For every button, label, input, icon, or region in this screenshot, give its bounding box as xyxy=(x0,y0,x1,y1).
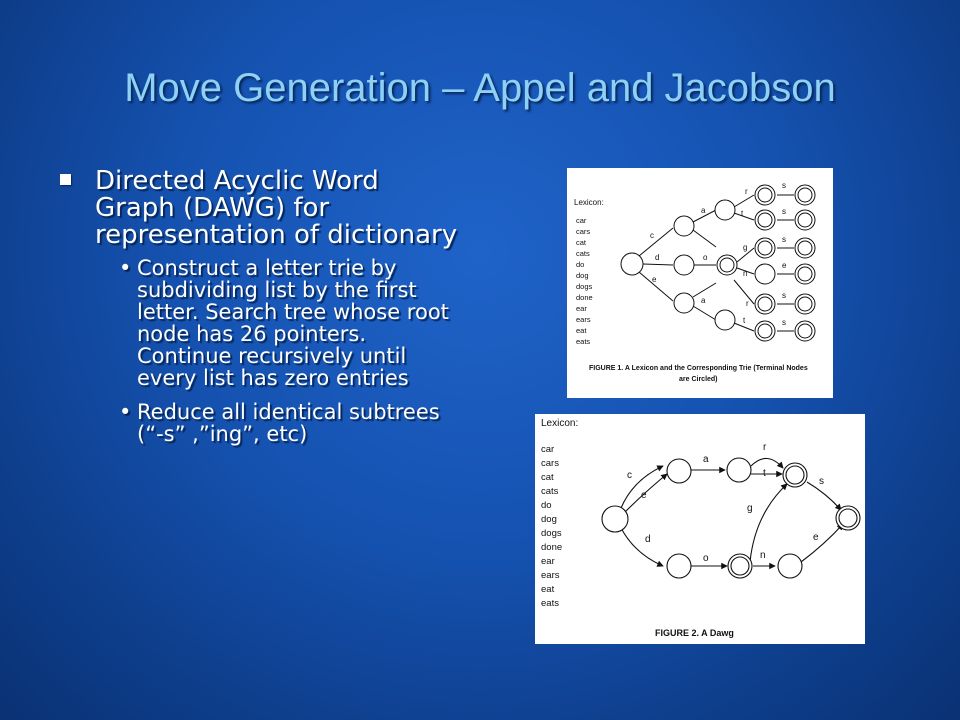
edge-label: r xyxy=(746,299,749,308)
lexicon-word: done xyxy=(576,293,593,302)
trie-terminal-ring xyxy=(798,213,812,227)
edge-label: e xyxy=(652,275,657,284)
bullet-list xyxy=(58,168,458,445)
lexicon-word: done xyxy=(541,542,563,553)
lexicon-word: car xyxy=(541,444,555,455)
square-bullet-icon xyxy=(60,174,71,185)
trie-terminal-ring xyxy=(758,297,772,311)
trie-terminal-ring xyxy=(758,188,772,202)
lexicon-word: ears xyxy=(576,315,591,324)
trie-root-node xyxy=(621,253,643,275)
edge-label: t xyxy=(763,468,766,479)
dawg-node xyxy=(667,459,691,483)
bullet-dawg xyxy=(58,168,458,249)
lexicon-word: eats xyxy=(576,337,591,346)
sub-bullet-reduce-text: Reduce all identical subtrees (“-s” ,”ing”, etc) xyxy=(137,400,440,446)
figure1-caption-line2: are Circled) xyxy=(679,376,718,383)
lexicon-word: eat xyxy=(541,584,555,595)
lexicon-word: dogs xyxy=(541,528,562,539)
lexicon-word: cats xyxy=(541,486,559,497)
figure-trie xyxy=(567,168,833,398)
trie-terminal-ring xyxy=(798,267,812,281)
edge-label: d xyxy=(655,253,660,262)
edge-label: s xyxy=(782,207,786,216)
lexicon-label: Lexicon: xyxy=(541,418,579,429)
lexicon-word: cars xyxy=(576,227,591,236)
dawg-node xyxy=(727,458,751,482)
edge-label: d xyxy=(645,534,651,545)
lexicon-word-list xyxy=(541,444,562,609)
edge-label: c xyxy=(627,470,632,481)
trie-terminal-ring xyxy=(798,241,812,255)
edge-label: c xyxy=(650,231,654,240)
trie-node xyxy=(715,310,735,330)
edge-label: o xyxy=(703,553,709,564)
edge-label: s xyxy=(782,235,786,244)
dot-bullet-icon: • xyxy=(119,256,132,280)
lexicon-word: do xyxy=(541,500,552,511)
trie-terminal-ring xyxy=(798,297,812,311)
lexicon-word: car xyxy=(576,216,587,225)
lexicon-word: cats xyxy=(576,249,590,258)
trie-node xyxy=(674,255,694,275)
figure-dawg xyxy=(535,414,865,644)
dawg-diagram xyxy=(535,414,865,644)
lexicon-word: ear xyxy=(576,304,587,313)
trie-node xyxy=(674,293,694,313)
edge-label: e xyxy=(641,490,647,501)
lexicon-word: cat xyxy=(576,238,587,247)
trie-terminal-ring xyxy=(798,188,812,202)
lexicon-word: dog xyxy=(541,514,557,525)
lexicon-word: ears xyxy=(541,570,560,581)
edge-label: r xyxy=(763,442,767,453)
edge-label: n xyxy=(760,550,766,561)
edge-label: e xyxy=(813,532,819,543)
dawg-node xyxy=(778,554,802,578)
lexicon-word: cars xyxy=(541,458,559,469)
lexicon-word: dogs xyxy=(576,282,593,291)
edge-label: s xyxy=(782,181,786,190)
lexicon-word: dog xyxy=(576,271,589,280)
trie-node xyxy=(715,200,735,220)
trie-terminal-ring xyxy=(758,213,772,227)
lexicon-word: eat xyxy=(576,326,587,335)
edge-label: n xyxy=(743,269,748,278)
dawg-terminal-ring xyxy=(839,509,857,527)
lexicon-word: eats xyxy=(541,598,559,609)
figure1-caption-line1: FIGURE 1. A Lexicon and the Corresponding Trie (Terminal Nodes xyxy=(589,365,808,372)
trie-terminal-ring xyxy=(758,241,772,255)
dot-bullet-icon: • xyxy=(119,400,132,424)
sub-bullet-trie xyxy=(58,257,458,389)
bullet-dawg-text: Directed Acyclic Word Graph (DAWG) for representation of dictionary xyxy=(95,166,458,250)
edge-label: s xyxy=(819,476,824,487)
lexicon-label: Lexicon: xyxy=(574,198,604,207)
sub-bullet-trie-text: Construct a letter trie by subdividing list by the first letter. Search tree whose root node has 26 pointers. Continue recursively until every list has zero entries xyxy=(137,256,449,390)
trie-node xyxy=(755,264,775,284)
lexicon-word: do xyxy=(576,260,585,269)
edge-label: s xyxy=(782,318,786,327)
dawg-terminal-ring xyxy=(786,466,804,484)
edge-label: a xyxy=(701,206,706,215)
edge-label: g xyxy=(743,243,748,252)
figure2-caption: FIGURE 2. A Dawg xyxy=(655,628,734,638)
slide-title: Move Generation – Appel and Jacobson xyxy=(124,66,836,110)
lexicon-word: ear xyxy=(541,556,555,567)
trie-node xyxy=(674,216,694,236)
lexicon-word-list xyxy=(576,216,593,346)
edge-label: s xyxy=(782,291,786,300)
dawg-terminal-ring xyxy=(731,557,749,575)
edge-label: t xyxy=(743,316,746,325)
edge-label: r xyxy=(745,187,748,196)
trie-terminal-ring xyxy=(758,324,772,338)
dawg-root-node xyxy=(602,506,628,532)
edge-label: g xyxy=(747,503,753,514)
edge-label: o xyxy=(703,253,708,262)
dawg-edge-labels xyxy=(627,442,824,564)
trie-terminal-ring xyxy=(720,258,734,272)
sub-bullet-reduce xyxy=(58,401,458,445)
edge-label: e xyxy=(782,261,787,270)
lexicon-word: cat xyxy=(541,472,554,483)
edge-label: a xyxy=(703,454,709,465)
edge-label: t xyxy=(741,209,744,218)
dawg-node xyxy=(667,554,691,578)
trie-diagram xyxy=(567,168,833,398)
trie-terminal-ring xyxy=(798,324,812,338)
edge-label: a xyxy=(701,296,706,305)
